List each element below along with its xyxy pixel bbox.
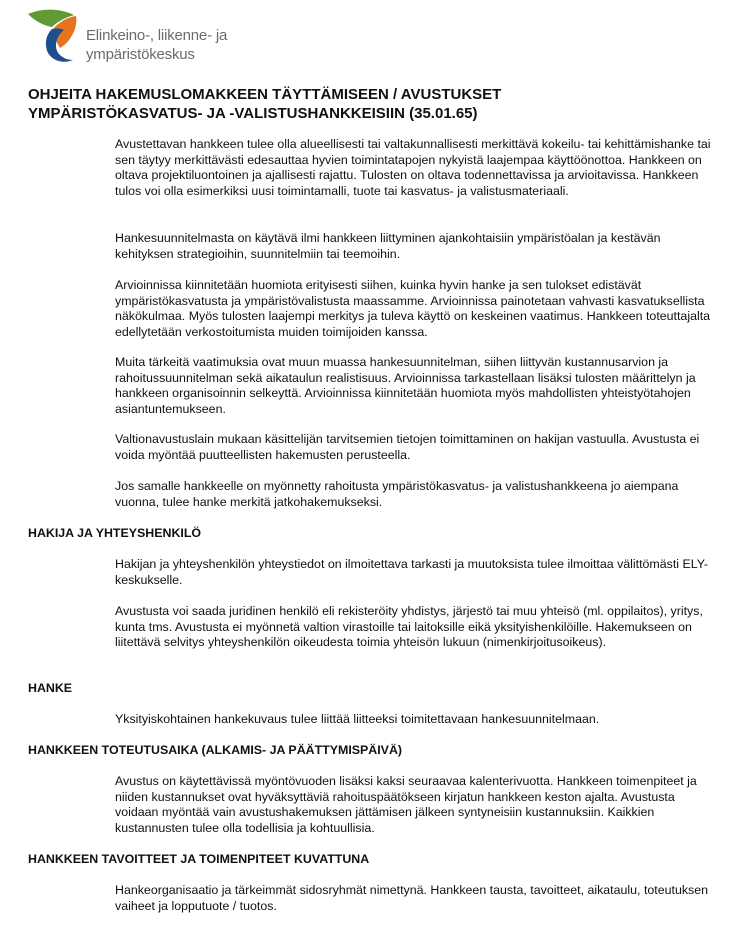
logo-text-line2: ympäristökeskus [86,46,195,63]
applicant-paragraph-1: Hakijan ja yhteyshenkilön yhteystiedot on ilmoitettava tarkasti ja muutoksista tulee ilmoittaa välittömästi ELY-keskukselle. [115,557,708,587]
intro-paragraph-6: Jos samalle hankkeelle on myönnetty rahoitusta ympäristökasvatus- ja valistushankkeena jo aiempana vuonna, tulee hanke merkitä jatkohakemukseksi. [115,479,679,509]
document-title [28,85,708,123]
duration-paragraph-1: Avustus on käytettävissä myöntövuoden lisäksi kaksi seuraavaa kalenterivuotta. Hankkeen toimenpiteet ja niiden kustannukset ovat hyväksyttäviä rahoituspäätökseen kirjatun hankkeen keston ajalta. Avustusta voidaan myöntää vain avustushakemuksen jättämisen jälkeen syntyneisiin kustannuksiin. Kaikkien kustannusten tulee olla todellisia ja kohtuullisia. [115,774,697,835]
heading-applicant: HAKIJA JA YHTEYSHENKILÖ [28,526,202,540]
intro-paragraph-4: Muita tärkeitä vaatimuksia ovat muun muassa hankesuunnitelman, siihen liittyvän kustannusarvion ja rahoitussuunnitelman sekä aikataulun realistisuus. Arvioinnissa tarkastellaan lisäksi tulosten määrittelyn ja hankkeen organisoinnin selkeyttä. Arvioinnissa kiinnitetään huomiota myös mahdollisten yhteistyötahojen asiantuntemukseen. [115,355,696,416]
heading-project: HANKE [28,681,73,695]
heading-duration: HANKKEEN TOTEUTUSAIKA (ALKAMIS- JA PÄÄTTYMISPÄIVÄ) [28,743,403,757]
ely-emblem-icon [26,8,84,66]
project-paragraph-1: Yksityiskohtainen hankekuvaus tulee liittää liitteeksi toimitettavaan hankesuunnitelmaan. [115,712,600,726]
title-line2: YMPÄRISTÖKASVATUS- JA -VALISTUSHANKKEISIIN (35.01.65) [28,105,478,122]
ely-logo [26,8,266,66]
goals-paragraph-1: Hankeorganisaatio ja tärkeimmät sidosryhmät nimettynä. Hankkeen tausta, tavoitteet, aikataulu, toteutuksen vaiheet ja lopputuote / tuotos. [115,883,709,913]
intro-paragraph-1: Avustettavan hankkeen tulee olla alueellisesti tai valtakunnallisesti merkittävä kokeilu- tai kehittämishanke tai sen täytyy merkittävästi edesauttaa hyvien toimintatapojen nykyistä laajempaa käyttöönottoa. Hankkeen on oltava projektiluontoinen ja ajallisesti rajattu. Tulosten on oltava todennettavissa ja arvioitavissa. Hankkeen tulos voi olla esimerkiksi uusi toimintamalli, tuote tai kasvatus- ja valistusmateriaali. [115,137,711,198]
logo-text-line1: Elinkeino-, liikenne- ja [86,27,228,44]
intro-paragraph-5: Valtionavustuslain mukaan käsittelijän tarvitsemien tietojen toimittaminen on hakijan vastuulla. Avustusta ei voida myöntää puutteellisten hakemusten perusteella. [115,432,700,462]
intro-paragraph-3: Arvioinnissa kiinnitetään huomiota erityisesti siihen, kuinka hyvin hanke ja sen tulokset edistävät ympäristökasvatusta ja ympäristövalistusta maassamme. Arvioinnissa painotetaan vahvasti kasvatuksellista näkökulmaa. Myös tulosten laajempi merkitys ja tuleva käyttö on keskeinen vaatimus. Hankkeen toteuttajalta edellytetään verkostoitumista muiden toimijoiden kanssa. [115,278,711,339]
heading-goals: HANKKEEN TAVOITTEET JA TOIMENPITEET KUVATTUNA [28,852,370,866]
title-line1: OHJEITA HAKEMUSLOMAKKEEN TÄYTTÄMISEEN / AVUSTUKSET [28,86,502,103]
intro-paragraph-2: Hankesuunnitelmasta on käytävä ilmi hankkeen liittyminen ajankohtaisiin ympäristöalan ja kestävän kehityksen strategioihin, suunnitelmiin tai teemoihin. [115,231,661,261]
applicant-paragraph-2: Avustusta voi saada juridinen henkilö eli rekisteröity yhdistys, järjestö tai muu yhteisö (ml. oppilaitos), yritys, kunta tms. Avustusta ei myönnetä valtion virastoille tai laitoksille eikä yksityishenkilöille. Hakemukseen on liitettävä selvitys yhteyshenkilön oikeudesta toimia yhteisön lukuun (nimenkirjoitusoikeus). [115,604,703,649]
